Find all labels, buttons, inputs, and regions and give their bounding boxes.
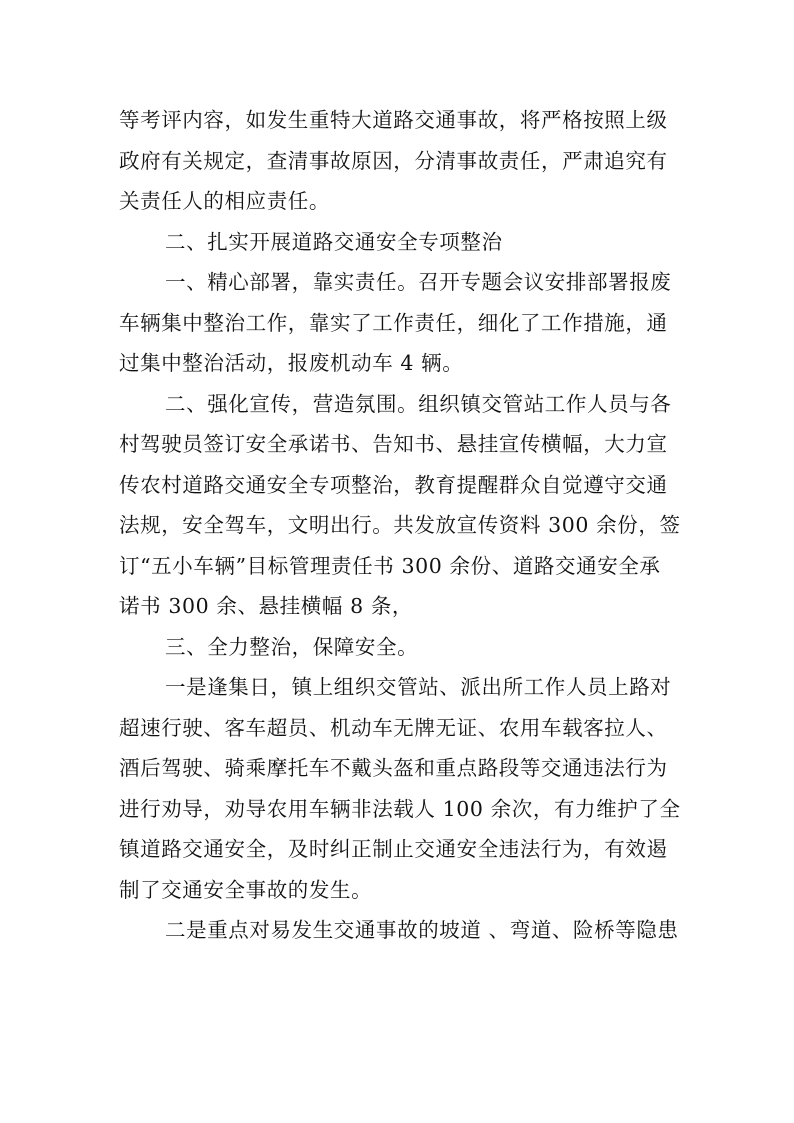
paragraph-evaluation-line: 政府有关规定，查清事故原因，分清事故责任，严肃追究有 (119, 148, 668, 173)
paragraph-hazards-line: 二是重点对易发生交通事故的坡道 、弯道、险桥等隐患 (165, 918, 679, 942)
paragraph-evaluation-line: 关责任人的相应责任。 (119, 189, 330, 213)
paragraph-publicity-line: 订“五小车辆”目标管理责任书 300 余份、道路交通安全承 (119, 553, 661, 578)
subheading: 三、全力整治，保障安全。 (165, 634, 419, 659)
paragraph-market-day-line: 一是逢集日，镇上组织交管站、派出所工作人员上路对 (165, 675, 672, 699)
paragraph-market-day-line: 超速行驶、客车超员、机动车无牌无证、农用车载客拉人、 (119, 715, 668, 740)
paragraph-publicity-line: 村驾驶员签订安全承诺书、告知书、悬挂宣传横幅，大力宣 (119, 432, 668, 456)
paragraph-market-day-line: 镇道路交通安全，及时纠正制止交通安全违法行为，有效遏 (119, 837, 668, 861)
paragraph-deployment-line: 车辆集中整治工作，靠实了工作责任，细化了工作措施，通 (119, 310, 668, 335)
section-heading: 二、扎实开展道路交通安全专项整治 (165, 229, 503, 254)
paragraph-deployment-line: 过集中整治活动，报废机动车 4 辆。 (119, 351, 464, 375)
document-body (119, 100, 679, 951)
paragraph-publicity-line: 法规，安全驾车，文明出行。共发放宣传资料 300 余份，签 (119, 513, 681, 537)
paragraph-publicity-line: 传农村道路交通安全专项整治，教育提醒群众自觉遵守交通 (119, 472, 668, 497)
paragraph-market-day-line: 进行劝导，劝导农用车辆非法载人 100 余次，有力维护了全 (119, 796, 681, 821)
paragraph-publicity-line: 诺书 300 余、悬挂横幅 8 条， (119, 594, 414, 618)
paragraph-market-day-line: 制了交通安全事故的发生。 (119, 877, 373, 902)
paragraph-evaluation-line: 等考评内容，如发生重特大道路交通事故，将严格按照上级 (119, 108, 668, 132)
paragraph-deployment-line: 一、精心部署，靠实责任。召开专题会议安排部署报废 (165, 270, 672, 294)
paragraph-publicity-line: 二、强化宣传，营造氛围。组织镇交管站工作人员与各 (165, 391, 672, 416)
paragraph-market-day-line: 酒后驾驶、骑乘摩托车不戴头盔和重点路段等交通违法行为 (119, 756, 668, 780)
